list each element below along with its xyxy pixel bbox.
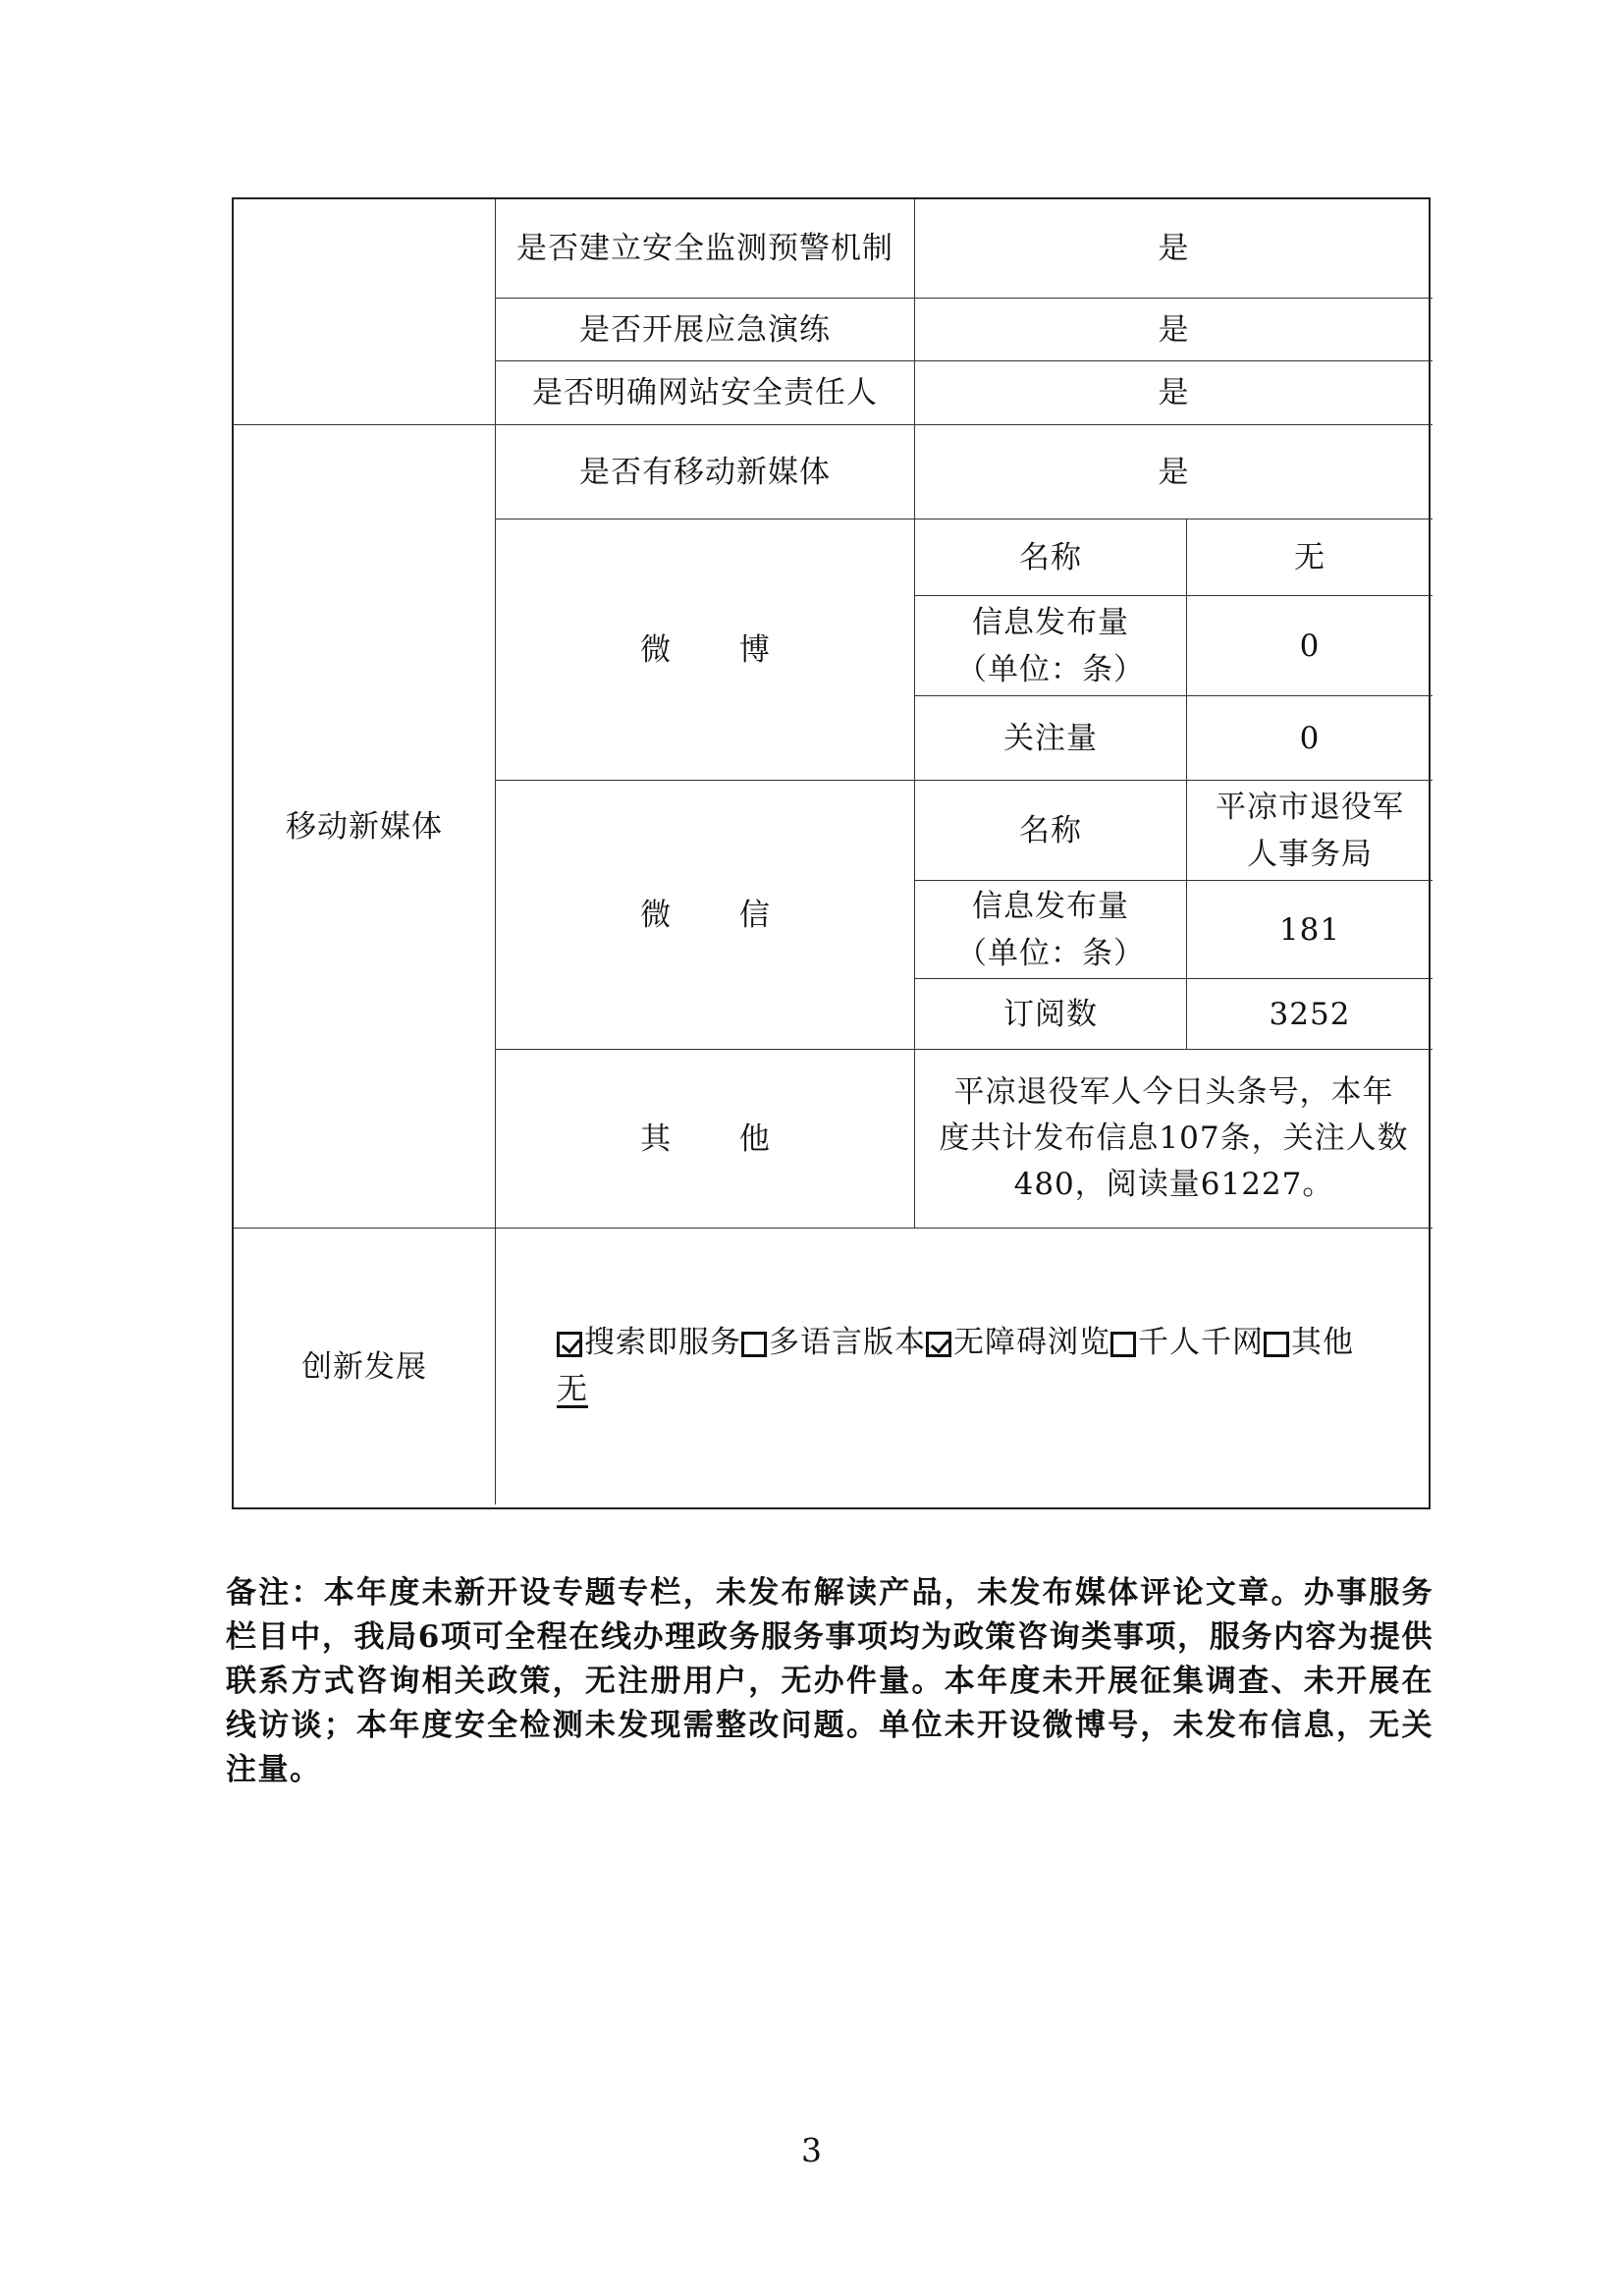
option-label: 多语言版本: [769, 1325, 926, 1360]
weibo-label: 微 博: [496, 519, 915, 781]
innovation-other-value: 无: [557, 1372, 588, 1407]
other-media-value: 平凉退役军人今日头条号，本年度共计发布信息107条，关注人数480，阅读量61227。: [915, 1050, 1433, 1229]
option-other[interactable]: [1264, 1319, 1354, 1366]
wechat-subs-label: 订阅数: [915, 979, 1187, 1050]
drill-value: 是: [915, 299, 1433, 361]
weibo-followers-label: 关注量: [915, 696, 1187, 781]
option-multilingual[interactable]: [741, 1319, 926, 1366]
remarks-paragraph: 备注：本年度未新开设专题专栏，未发布解读产品，未发布媒体评论文章。办事服务栏目中，我局6项可全程在线办理政务服务事项均为政策咨询类事项，服务内容为提供联系方式咨询相关政策，无注册用户，无办件量。本年度未开展征集调查、未开展在线访谈；本年度安全检测未发现需整改问题。单位未开设微博号，未发布信息，无关注量。: [226, 1575, 1434, 1787]
checkbox-checked-icon: [557, 1332, 582, 1357]
option-accessibility[interactable]: [926, 1319, 1110, 1366]
checkbox-empty-icon: [741, 1332, 767, 1357]
checkbox-empty-icon: [1264, 1332, 1289, 1357]
wechat-name-label: 名称: [915, 781, 1187, 881]
wechat-posts-value: 181: [1187, 881, 1433, 979]
checkbox-empty-icon: [1110, 1332, 1136, 1357]
option-label: 其他: [1291, 1325, 1354, 1360]
option-label: 无障碍浏览: [953, 1325, 1110, 1360]
weibo-posts-label: 信息发布量（单位：条）: [915, 596, 1187, 696]
weibo-posts-value: 0: [1187, 596, 1433, 696]
innovation-options: [557, 1319, 1354, 1366]
weibo-name-value: 无: [1187, 519, 1433, 596]
wechat-name-value: 平凉市退役军人事务局: [1187, 781, 1433, 881]
other-media-label: 其 他: [496, 1050, 915, 1229]
page-number: 3: [801, 2131, 822, 2169]
monitoring-value: 是: [915, 199, 1433, 299]
innovation-section-label: 创新发展: [234, 1229, 496, 1504]
has-mobile-value: 是: [915, 425, 1433, 519]
checkbox-checked-icon: [926, 1332, 951, 1357]
weibo-followers-value: 0: [1187, 696, 1433, 781]
wechat-subs-value: 3252: [1187, 979, 1433, 1050]
weibo-name-label: 名称: [915, 519, 1187, 596]
drill-label: 是否开展应急演练: [496, 299, 915, 361]
mobile-section-label: 移动新媒体: [234, 425, 496, 1229]
monitoring-label: 是否建立安全监测预警机制: [496, 199, 915, 299]
wechat-posts-label: 信息发布量（单位：条）: [915, 881, 1187, 979]
option-search-as-service[interactable]: [557, 1319, 741, 1366]
option-personalized[interactable]: [1110, 1319, 1264, 1366]
has-mobile-label: 是否有移动新媒体: [496, 425, 915, 519]
responsible-value: 是: [915, 361, 1433, 425]
option-label: 搜索即服务: [584, 1325, 741, 1360]
option-label: 千人千网: [1138, 1325, 1264, 1360]
wechat-label: 微 信: [496, 781, 915, 1050]
report-table: [232, 197, 1431, 1509]
security-section-cell: [234, 199, 496, 425]
innovation-options-cell: [496, 1229, 1433, 1504]
responsible-label: 是否明确网站安全责任人: [496, 361, 915, 425]
